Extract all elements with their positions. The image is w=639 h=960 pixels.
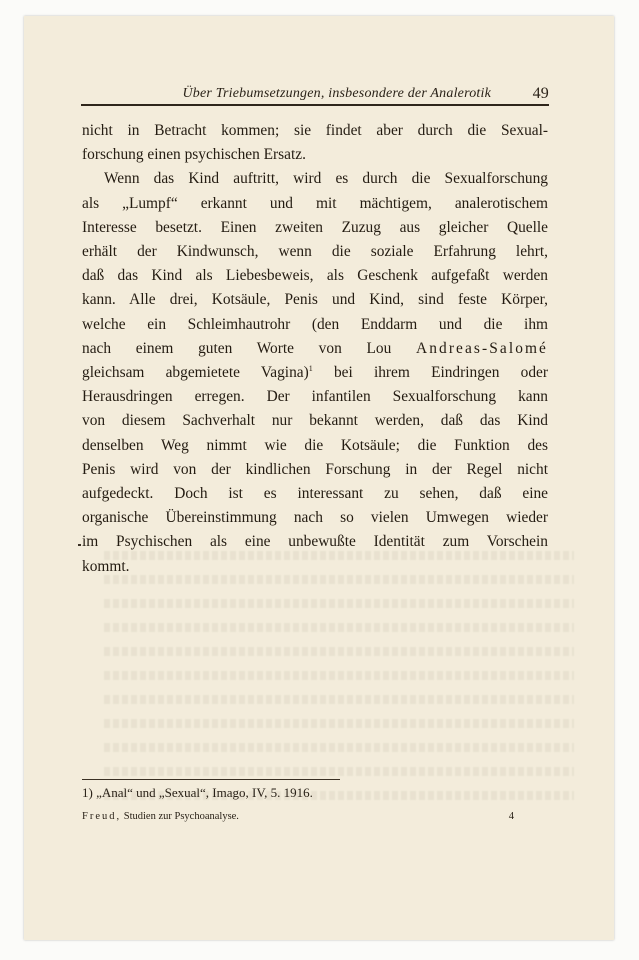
- text-line: erhält der Kindwunsch, wenn die soziale Erfahrung lehrt,: [82, 243, 548, 261]
- paragraph-2: [82, 167, 548, 578]
- body-text: [82, 119, 548, 579]
- paragraph-1: [82, 119, 548, 167]
- running-head: [91, 86, 549, 104]
- text-line: nicht in Betracht kommen; sie findet aber durch die Sexual-: [82, 122, 548, 139]
- text-line: kommt.: [82, 557, 130, 575]
- text-line: Wenn das Kind auftritt, wird es durch die Sexualforschung: [104, 170, 548, 188]
- text-line: Penis wird von der kindlichen Forschung in der Regel nicht: [82, 460, 548, 478]
- text-line: von diesem Sachverhalt nur bekannt werden, daß das Kind: [82, 412, 548, 430]
- text-line: welche ein Schleimhautrohr (den Enddarm und die ihm: [82, 315, 548, 333]
- text-line: als „Lumpf“ erkannt und mit mächtigem, analerotischem: [82, 194, 548, 212]
- text-line: [82, 361, 548, 385]
- text-line: kann. Alle drei, Kotsäule, Penis und Kind, sind feste Körper,: [82, 291, 548, 309]
- footnote-marker: 1: [308, 363, 313, 373]
- header-rule: [81, 104, 549, 106]
- text-line: forschung einen psychischen Ersatz.: [82, 146, 306, 164]
- spaced-name: Andreas-Salomé: [416, 339, 548, 357]
- text-line-part: bei ihrem Eindringen oder: [312, 364, 549, 382]
- text-line-part: nach einem guten Worte von Lou: [82, 339, 392, 357]
- footnote-rule: [82, 779, 340, 780]
- text-line: im Psychischen als eine unbewußte Identität zum Vorschein: [82, 533, 548, 551]
- text-line: Interesse besetzt. Einen zweiten Zuzug aus gleicher Quelle: [82, 218, 548, 236]
- footnote: 1) „Anal“ und „Sexual“, Imago, IV, 5. 1916.: [82, 785, 313, 800]
- signature-mark: 4: [508, 811, 514, 822]
- text-line: denselben Weg nimmt wie die Kotsäule; die Funktion des: [82, 436, 548, 454]
- text-line: Herausdringen erregen. Der infantilen Sexualforschung kann: [82, 388, 548, 406]
- footer-imprint: [82, 811, 239, 822]
- running-head-title: Über Triebumsetzungen, insbesondere der Analerotik: [182, 86, 491, 101]
- text-line: aufgedeckt. Doch ist es interessant zu sehen, daß eine: [82, 485, 548, 503]
- text-line: daß das Kind als Liebesbeweis, als Geschenk aufgefaßt werden: [82, 267, 548, 285]
- text-line-part: gleichsam abgemietete Vagina): [82, 364, 309, 382]
- footer-work: Studien zur Psychoanalyse.: [123, 811, 239, 822]
- text-line: organische Übereinstimmung nach so vielen Umwegen wieder: [82, 509, 548, 527]
- margin-mark: [78, 544, 81, 546]
- page-number: 49: [532, 85, 549, 102]
- text-line: [82, 337, 548, 361]
- footer-author: Freud,: [82, 811, 122, 822]
